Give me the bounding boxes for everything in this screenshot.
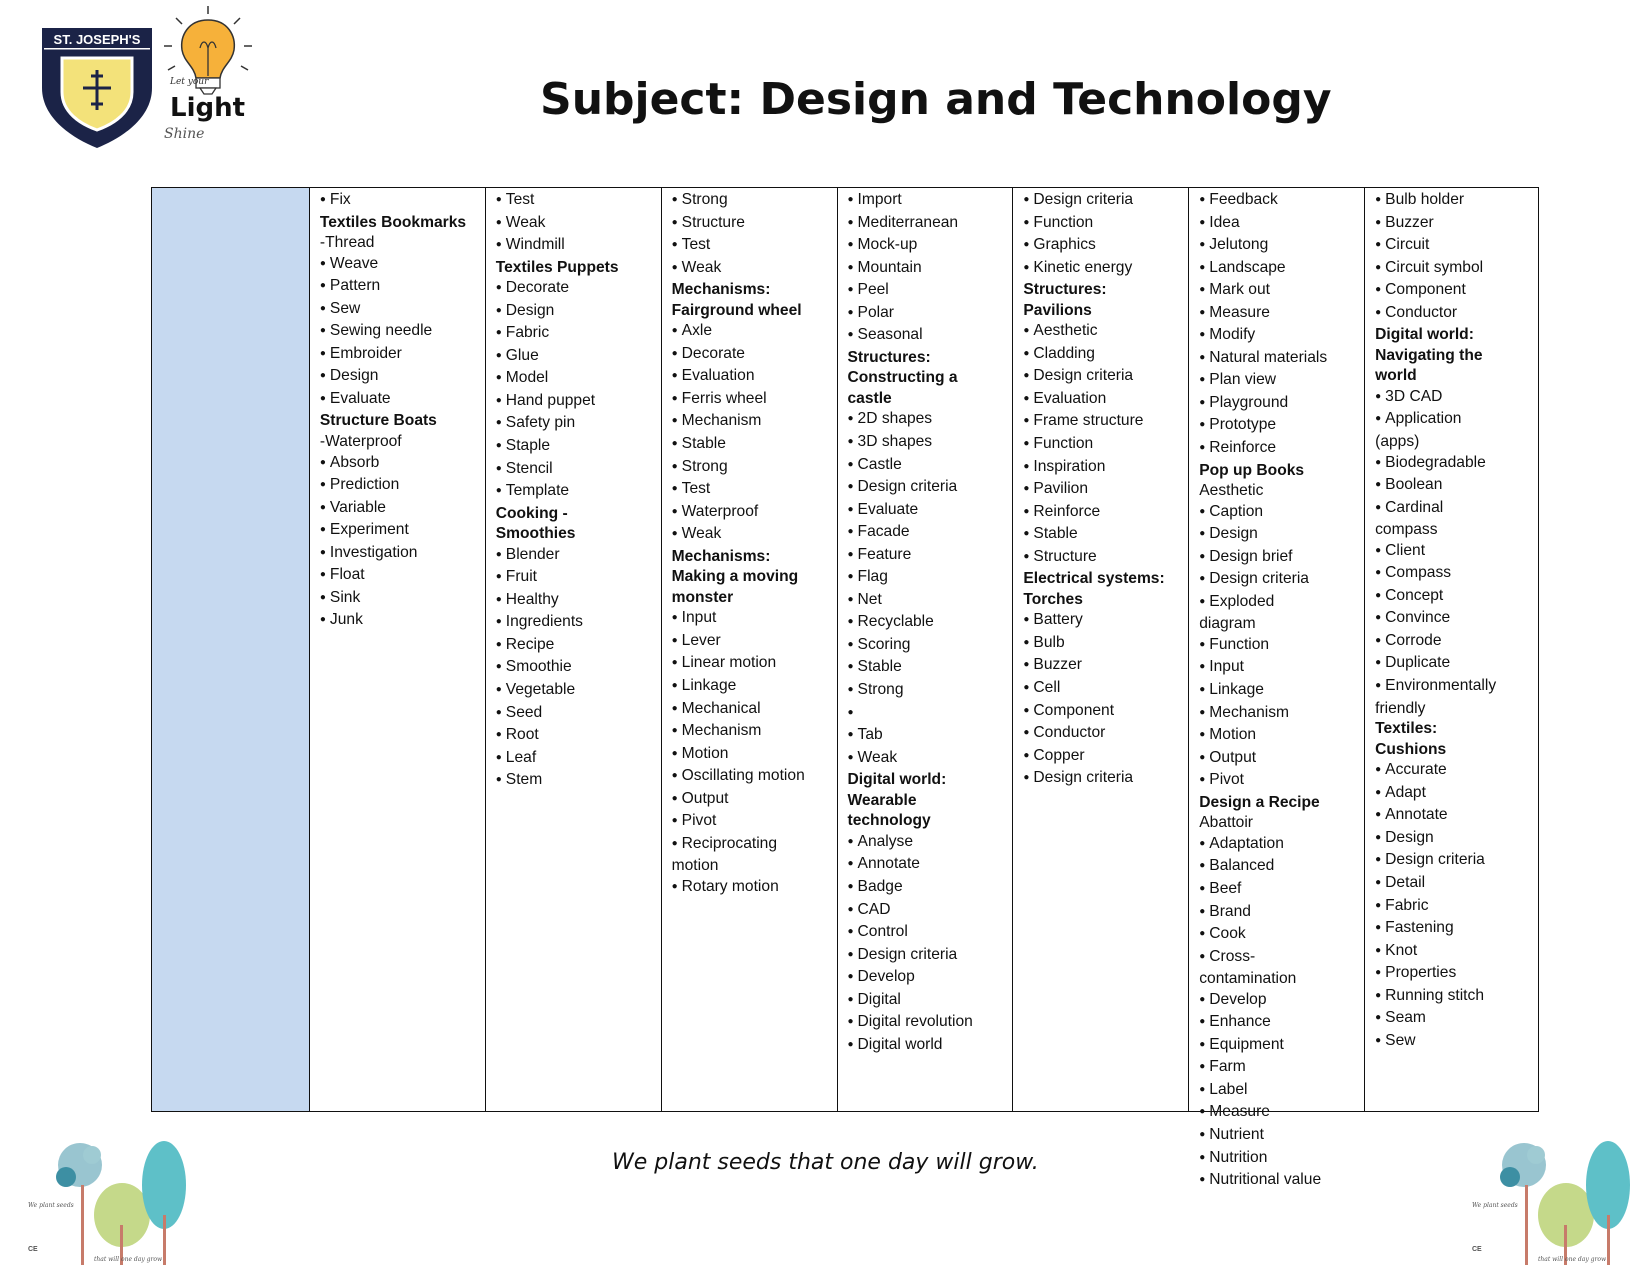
vocabulary-term: Abattoir [1199, 814, 1253, 832]
vocabulary-term: ● Farm [1199, 1057, 1360, 1080]
vocabulary-term: ● Windmill [496, 235, 657, 258]
vocabulary-term: ● Test [496, 190, 657, 213]
topic-heading: Wearable [847, 791, 917, 809]
vocabulary-term: ● Reinforce [1199, 438, 1360, 461]
vocabulary-term: ● Blender [496, 545, 657, 568]
vocabulary-term: ● Jelutong [1199, 235, 1360, 258]
vocabulary-term: ● Beef [1199, 879, 1360, 902]
logo-text: Light [170, 93, 246, 123]
vocabulary-term: ● Biodegradable [1375, 453, 1534, 476]
vocabulary-term: ● Healthy [496, 590, 657, 613]
vocabulary-term: ● Properties [1375, 963, 1534, 986]
vocabulary-term: ● Brand [1199, 902, 1360, 925]
vocabulary-term: ● Import [848, 190, 1009, 213]
school-motto: We plant seeds that one day will grow. [612, 1150, 1039, 1175]
vocabulary-term: ● Stable [1023, 524, 1184, 547]
vocabulary-term: ● Nutrition [1199, 1148, 1360, 1171]
column-5 [1012, 188, 1188, 1111]
vocabulary-term: ● Fruit [496, 567, 657, 590]
topic-heading: castle [847, 389, 892, 407]
vocabulary-term: ● Badge [848, 877, 1009, 900]
vocabulary-term: ● Annotate [848, 854, 1009, 877]
column-3 [661, 188, 837, 1111]
vocabulary-term: ● Motion [672, 744, 833, 767]
vocabulary-term: ● Ingredients [496, 612, 657, 635]
vocabulary-term: ● Mechanism [672, 721, 833, 744]
vocabulary-term: ● Nutrient [1199, 1125, 1360, 1148]
topic-heading: technology [847, 812, 931, 830]
vocabulary-term: ● Application [1375, 409, 1534, 432]
vocabulary-term: ● Tab [848, 725, 1009, 748]
vocabulary-term: ● Experiment [320, 520, 481, 543]
vocabulary-term: ● Seasonal [848, 325, 1009, 348]
vocabulary-term: ● Design criteria [1023, 768, 1184, 791]
vocabulary-term: ● Component [1375, 280, 1534, 303]
vocabulary-term: ● Adaptation [1199, 834, 1360, 857]
vocabulary-term: ● Conductor [1375, 303, 1534, 326]
topic-heading: Cooking - [495, 504, 568, 522]
vocabulary-term: ● Root [496, 725, 657, 748]
vocabulary-term: ● Frame structure [1023, 411, 1184, 434]
vocabulary-term: ● Fabric [496, 323, 657, 346]
topic-heading: monster [671, 588, 734, 606]
topic-heading: Digital world: [1375, 326, 1474, 344]
vocabulary-term: ● Measure [1199, 303, 1360, 326]
tree-decoration-right [1470, 1135, 1640, 1267]
vocabulary-term: ● Input [672, 608, 833, 631]
vocabulary-term: friendly [1375, 699, 1426, 717]
vocabulary-term: ● Strong [672, 457, 833, 480]
logo-small-text: Let your [170, 77, 209, 87]
vocabulary-term: ● Weak [848, 748, 1009, 771]
logo-script-text: Shine [164, 126, 205, 142]
topic-heading: Structure Boats [319, 412, 437, 430]
vocabulary-term: ● Graphics [1023, 235, 1184, 258]
vocabulary-term: ● Inspiration [1023, 457, 1184, 480]
vocabulary-term: ● Kinetic energy [1023, 258, 1184, 281]
vocabulary-term: ● Staple [496, 436, 657, 459]
vocabulary-term: ● Input [1199, 657, 1360, 680]
topic-heading: Digital world: [847, 771, 947, 789]
tree-badge-right: CE [1472, 1246, 1482, 1253]
topic-heading: Constructing a [847, 369, 958, 387]
topic-heading: Smoothies [495, 525, 576, 543]
vocabulary-term: ● Analyse [848, 832, 1009, 855]
topic-heading: Torches [1023, 590, 1083, 608]
vocabulary-term: ● Design criteria [848, 477, 1009, 500]
vocabulary-term: ● Running stitch [1375, 986, 1534, 1009]
vocabulary-term: ● Fabric [1375, 896, 1534, 919]
school-crest-logo [38, 26, 156, 150]
vocabulary-term: ● Linear motion [672, 653, 833, 676]
vocabulary-term: ● Concept [1375, 586, 1534, 609]
vocabulary-term: ● Axle [672, 321, 833, 344]
vocabulary-term: ● Safety pin [496, 413, 657, 436]
vocabulary-term: ● Stable [672, 434, 833, 457]
vocabulary-term: ● Develop [1199, 990, 1360, 1013]
vocabulary-term: ● Castle [848, 455, 1009, 478]
vocabulary-term: ● Oscillating motion [672, 766, 833, 789]
vocabulary-term: ● Pivot [1199, 770, 1360, 793]
topic-heading: Cushions [1375, 740, 1447, 758]
vocabulary-term: ● Buzzer [1023, 655, 1184, 678]
vocabulary-term: ● Plan view [1199, 370, 1360, 393]
vocabulary-term: ● Natural materials [1199, 348, 1360, 371]
vocabulary-term: ● Scoring [848, 635, 1009, 658]
vocabulary-term: ● Design criteria [1023, 190, 1184, 213]
vocabulary-term: ● Cardinal [1375, 498, 1534, 521]
vocabulary-term: ● Recipe [496, 635, 657, 658]
vocabulary-term: ● Digital world [848, 1035, 1009, 1058]
vocabulary-term: ● Float [320, 565, 481, 588]
vocabulary-term: ● Function [1023, 213, 1184, 236]
vocabulary-term: ● Net [848, 590, 1009, 613]
vocabulary-term: ● Pivot [672, 811, 833, 834]
vocabulary-term: ● Mediterranean [848, 213, 1009, 236]
vocabulary-term: ● Battery [1023, 610, 1184, 633]
vocabulary-term: ● Bulb [1023, 633, 1184, 656]
vocabulary-term: ● Detail [1375, 873, 1534, 896]
vocabulary-term: ● Test [672, 479, 833, 502]
vocabulary-term: ● Glue [496, 346, 657, 369]
vocabulary-term: diagram [1199, 615, 1256, 633]
topic-heading: Pavilions [1023, 301, 1092, 319]
vocabulary-term: ● Design criteria [1023, 366, 1184, 389]
vocabulary-term: ● Design criteria [848, 945, 1009, 968]
vocabulary-term: ● Seam [1375, 1008, 1534, 1031]
vocabulary-term: ● Embroider [320, 344, 481, 367]
vocabulary-term: ● Output [672, 789, 833, 812]
vocabulary-term: ● Polar [848, 303, 1009, 326]
tree-decoration-left [26, 1135, 196, 1267]
vocabulary-term: ● Mechanism [1199, 703, 1360, 726]
vocabulary-term: ● Buzzer [1375, 213, 1534, 236]
vocabulary-term: Aesthetic [1199, 482, 1264, 500]
vocabulary-term: compass [1375, 521, 1438, 539]
vocabulary-term: ● Knot [1375, 941, 1534, 964]
vocabulary-term: ● Pavilion [1023, 479, 1184, 502]
vocabulary-term: ● Investigation [320, 543, 481, 566]
vocabulary-term: ● Landscape [1199, 258, 1360, 281]
vocabulary-term: ● Facade [848, 522, 1009, 545]
vocabulary-term: ● Equipment [1199, 1035, 1360, 1058]
vocabulary-term: ● Model [496, 368, 657, 391]
vocabulary-term: ● Component [1023, 701, 1184, 724]
vocabulary-term: ● Stem [496, 770, 657, 793]
vocabulary-term: ● 3D shapes [848, 432, 1009, 455]
vocabulary-term: ● Measure [1199, 1102, 1360, 1125]
vocabulary-term: (apps) [1375, 433, 1420, 451]
column-7 [1364, 188, 1538, 1111]
vocabulary-term: ● Reciprocating [672, 834, 833, 857]
vocabulary-term: ● Design [1199, 524, 1360, 547]
vocabulary-term: ● Linkage [672, 676, 833, 699]
vocabulary-term: ● 3D CAD [1375, 387, 1534, 410]
year-label-cell [152, 188, 309, 1111]
column-6 [1188, 188, 1364, 1189]
vocabulary-term: contamination [1199, 970, 1297, 988]
vocabulary-term: ● Decorate [496, 278, 657, 301]
vocabulary-term: ● Ferris wheel [672, 389, 833, 412]
column-2 [485, 188, 661, 1111]
vocabulary-term: ● Strong [848, 680, 1009, 703]
crest-text: ST. JOSEPH'S [53, 32, 141, 47]
topic-heading: Textiles: [1375, 720, 1438, 738]
column-4 [837, 188, 1013, 1111]
vocabulary-term: ● Function [1199, 635, 1360, 658]
vocabulary-term: ● Accurate [1375, 760, 1534, 783]
vocabulary-term: ● Design [1375, 828, 1534, 851]
vocabulary-term: ● Evaluation [1023, 389, 1184, 412]
vocabulary-term: -Thread [319, 234, 375, 252]
tree-caption-right-2: that will one day grow [1538, 1256, 1607, 1263]
vocabulary-term: ● Sewing needle [320, 321, 481, 344]
vocabulary-term: ● Sew [1375, 1031, 1534, 1054]
vocabulary-term: ● Adapt [1375, 783, 1534, 806]
vocabulary-term: ● Design brief [1199, 547, 1360, 570]
vocabulary-term: ● Cell [1023, 678, 1184, 701]
vocabulary-term: ● Develop [848, 967, 1009, 990]
topic-heading: Mechanisms: [671, 281, 771, 299]
vocabulary-term: ● Pattern [320, 276, 481, 299]
vocabulary-term: ● Prediction [320, 475, 481, 498]
vocabulary-term: ● Corrode [1375, 631, 1534, 654]
vocabulary-term: ● Reinforce [1023, 502, 1184, 525]
vocabulary-term: ● Hand puppet [496, 391, 657, 414]
vocabulary-term: ● Design [496, 301, 657, 324]
vocabulary-term: ● Exploded [1199, 592, 1360, 615]
vocabulary-term: ● Function [1023, 434, 1184, 457]
topic-heading: Making a moving [671, 568, 799, 586]
vocabulary-term: ● Design [320, 366, 481, 389]
light-bulb-logo [158, 4, 258, 154]
topic-heading: Structures: [1023, 281, 1107, 299]
vocabulary-term: ● Design criteria [1375, 850, 1534, 873]
vocabulary-term: ● Digital revolution [848, 1012, 1009, 1035]
vocabulary-term: ● Stencil [496, 459, 657, 482]
vocabulary-term: -Waterproof [319, 433, 402, 451]
vocabulary-term: ● Copper [1023, 746, 1184, 769]
vocabulary-term: ● Decorate [672, 344, 833, 367]
vocabulary-term: ● Recyclable [848, 612, 1009, 635]
vocabulary-term: ● Conductor [1023, 723, 1184, 746]
vocabulary-term: ● Output [1199, 748, 1360, 771]
vocabulary-term: ● Mock-up [848, 235, 1009, 258]
vocabulary-term: ● Strong [672, 190, 833, 213]
vocabulary-term: ● Label [1199, 1080, 1360, 1103]
vocabulary-term: ● Template [496, 481, 657, 504]
vocabulary-term: ● Aesthetic [1023, 321, 1184, 344]
vocabulary-term: ● Sew [320, 299, 481, 322]
vocabulary-term: ● Sink [320, 588, 481, 611]
vocabulary-term: motion [671, 857, 719, 875]
vocabulary-term: ● Fix [320, 190, 481, 213]
vocabulary-term: ● CAD [848, 900, 1009, 923]
vocabulary-term: ● Vegetable [496, 680, 657, 703]
vocabulary-term: ● Enhance [1199, 1012, 1360, 1035]
vocabulary-term: ● Mountain [848, 258, 1009, 281]
vocabulary-term [848, 703, 1009, 726]
vocabulary-term: ● Peel [848, 280, 1009, 303]
vocabulary-term: ● Weak [496, 213, 657, 236]
topic-heading: Navigating the [1375, 346, 1483, 364]
vocabulary-term: ● Waterproof [672, 502, 833, 525]
page-title: Subject: Design and Technology [540, 74, 1332, 125]
column-1 [309, 188, 485, 1111]
vocabulary-term: ● Weave [320, 254, 481, 277]
vocabulary-term: ● Digital [848, 990, 1009, 1013]
vocabulary-term: ● Idea [1199, 213, 1360, 236]
vocabulary-term: ● Balanced [1199, 856, 1360, 879]
vocabulary-term: ● Client [1375, 541, 1534, 564]
vocabulary-term: ● Mechanism [672, 411, 833, 434]
vocabulary-term: ● Cook [1199, 924, 1360, 947]
vocabulary-term: ● Weak [672, 258, 833, 281]
topic-heading: Textiles Puppets [495, 258, 619, 276]
vocabulary-term: ● Smoothie [496, 657, 657, 680]
vocabulary-term: ● Circuit [1375, 235, 1534, 258]
vocabulary-term: ● Evaluation [672, 366, 833, 389]
vocabulary-term: ● Environmentally [1375, 676, 1534, 699]
vocabulary-term: ● Evaluate [320, 389, 481, 412]
vocabulary-term: ● Fastening [1375, 918, 1534, 941]
vocabulary-term: ● Convince [1375, 608, 1534, 631]
vocabulary-term: ● Junk [320, 610, 481, 633]
vocabulary-term: ● Compass [1375, 563, 1534, 586]
topic-heading: Mechanisms: [671, 547, 771, 565]
tree-badge-left: CE [28, 1246, 38, 1253]
vocabulary-term: ● Mark out [1199, 280, 1360, 303]
vocabulary-term: ● Linkage [1199, 680, 1360, 703]
vocabulary-term: ● Prototype [1199, 415, 1360, 438]
vocabulary-term: ● Evaluate [848, 500, 1009, 523]
vocabulary-term: ● Test [672, 235, 833, 258]
vocabulary-term: ● Structure [1023, 547, 1184, 570]
vocabulary-term: ● Absorb [320, 453, 481, 476]
vocabulary-term: ● Annotate [1375, 805, 1534, 828]
vocabulary-term: ● Lever [672, 631, 833, 654]
vocabulary-term: ● Control [848, 922, 1009, 945]
vocabulary-term: ● 2D shapes [848, 409, 1009, 432]
topic-heading: Textiles Bookmarks [319, 213, 467, 231]
vocabulary-term: ● Boolean [1375, 475, 1534, 498]
tree-caption-right: We plant seeds [1472, 1202, 1518, 1209]
vocabulary-term: ● Caption [1199, 502, 1360, 525]
topic-heading: world [1375, 367, 1417, 385]
vocabulary-term: ● Weak [672, 524, 833, 547]
topic-heading: Design a Recipe [1199, 793, 1320, 811]
vocabulary-term: ● Variable [320, 498, 481, 521]
vocabulary-term: ● Structure [672, 213, 833, 236]
vocabulary-term: ● Nutritional value [1199, 1170, 1360, 1193]
topic-heading: Electrical systems: [1023, 570, 1165, 588]
vocabulary-term: ● Rotary motion [672, 877, 833, 900]
tree-caption-left: We plant seeds [28, 1202, 74, 1209]
tree-caption-left-2: that will one day grow [94, 1256, 163, 1263]
vocabulary-term: ● Design criteria [1199, 569, 1360, 592]
vocabulary-term: ● Mechanical [672, 699, 833, 722]
vocabulary-term: ● Bulb holder [1375, 190, 1534, 213]
vocabulary-term: ● Stable [848, 657, 1009, 680]
topic-heading: Pop up Books [1199, 461, 1305, 479]
vocabulary-term: ● Duplicate [1375, 653, 1534, 676]
vocabulary-term: ● Seed [496, 703, 657, 726]
vocabulary-term: ● Cross- [1199, 947, 1360, 970]
vocabulary-term: ● Leaf [496, 748, 657, 771]
vocabulary-term: ● Circuit symbol [1375, 258, 1534, 281]
vocabulary-term: ● Modify [1199, 325, 1360, 348]
topic-heading: Fairground wheel [671, 301, 802, 319]
vocabulary-term: ● Motion [1199, 725, 1360, 748]
vocabulary-term: ● Playground [1199, 393, 1360, 416]
topic-heading: Structures: [847, 348, 931, 366]
vocabulary-term: ● Cladding [1023, 344, 1184, 367]
vocabulary-term: ● Feature [848, 545, 1009, 568]
vocabulary-term: ● Feedback [1199, 190, 1360, 213]
vocabulary-term: ● Flag [848, 567, 1009, 590]
